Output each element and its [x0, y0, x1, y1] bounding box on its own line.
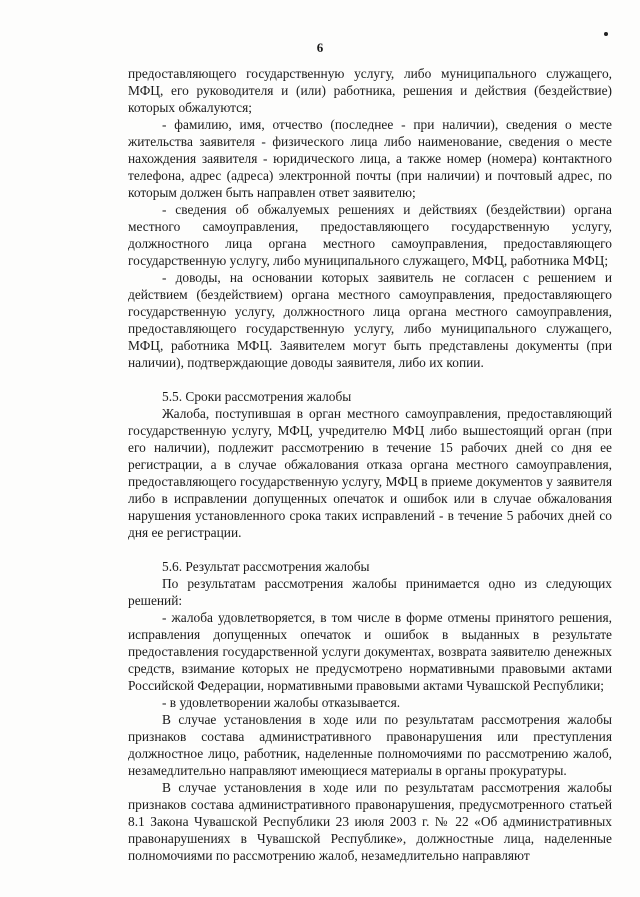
list-item-appealed-decisions: - сведения об обжалуемых решениях и действиях (бездействии) органа местного самоуправления, предоставляющего государственную услугу, должностного лица органа местного самоуправления, предоставляющего государственную услугу, либо муниципального служащего, МФЦ, работника МФЦ;: [128, 202, 612, 268]
section-5-6-lead: По результатам рассмотрения жалобы принимается одно из следующих решений:: [128, 576, 612, 608]
section-5-6-prosecution-paragraph: В случае установления в ходе или по результатам рассмотрения жалобы признаков состава административного правонарушения или преступления должностное лицо, работник, наделенные полномочиями по рассмотрению жалоб, незамедлительно направляют имеющиеся материалы в органы прокуратуры.: [128, 712, 612, 778]
list-item-arguments: - доводы, на основании которых заявитель не согласен с решением и действием (бездействием) органа местного самоуправления, предоставляющего государственную услугу, должностного лица органа местного самоуправления, предоставляющего государственную услугу, либо муниципального служащего, МФЦ, работника МФЦ. Заявителем могут быть представлены документы (при наличии), подтверждающие доводы заявителя, либо их копии.: [128, 270, 612, 370]
page-number: 6: [316, 40, 324, 55]
spacer: [128, 371, 612, 388]
section-5-5-heading: 5.5. Сроки рассмотрения жалобы: [162, 389, 352, 404]
section-5-6-option-satisfied: - жалоба удовлетворяется, в том числе в форме отмены принятого решения, исправления допущенных опечаток и ошибок в выданных в результате предоставления государственной услуги документах, возврата заявителю денежных средств, взимание которых не предусмотрено нормативными правовыми актами Российской Федерации, нормативными правовыми актами Чувашской Республики;: [128, 610, 612, 693]
section-5-5-body: Жалоба, поступившая в орган местного самоуправления, предоставляющий государственную услугу, МФЦ, учредителю МФЦ либо вышестоящий орган (при его наличии), подлежит рассмотрению в течение 15 рабочих дней со дня ее регистрации, а в случае обжалования отказа органа местного самоуправления, предоставляющего государственную услугу, МФЦ в приеме документов у заявителя либо в исправлении допущенных опечаток и ошибок или в случае обжалования нарушения установленного срока таких исправлений - в течение 5 рабочих дней со дня ее регистрации.: [128, 406, 612, 540]
list-item-name-address: - фамилию, имя, отчество (последнее - при наличии), сведения о месте жительства заявителя - физического лица либо наименование, сведения о месте нахождения заявителя - юридического лица, а также номер (номера) контактного телефона, адрес (адреса) электронной почты (при наличии) и почтовый адрес, по которым должен быть направлен ответ заявителю;: [128, 117, 612, 200]
scan-speck: [604, 32, 608, 36]
section-5-6-heading: 5.6. Результат рассмотрения жалобы: [162, 559, 370, 574]
document-body: [128, 65, 612, 864]
intro-paragraph: предоставляющего государственную услугу, либо муниципального служащего, МФЦ, его руководителя и (или) работника, решения и действия (бездействие) которых обжалуются;: [128, 66, 612, 115]
section-5-6-administrative-paragraph: В случае установления в ходе или по результатам рассмотрения жалобы признаков состава административного правонарушения, предусмотренного статьей 8.1 Закона Чувашской Республики 23 июля 2003 г. № 22 «Об административных правонарушениях в Чувашской Республике», должностные лица, наделенные полномочиями по рассмотрению жалоб, незамедлительно направляют: [128, 780, 612, 863]
section-5-6-option-refused: - в удовлетворении жалобы отказывается.: [162, 695, 401, 710]
spacer: [128, 541, 612, 558]
